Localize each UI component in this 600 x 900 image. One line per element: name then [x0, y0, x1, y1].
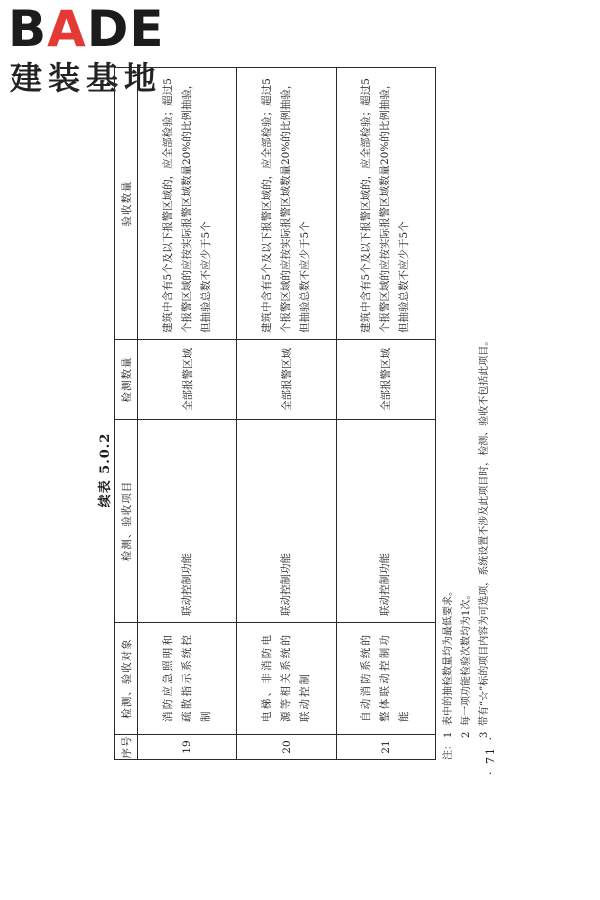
- table-caption: 续表 5.0.2: [98, 432, 113, 508]
- rotated-page: [0, 70, 600, 870]
- note-number: 1: [443, 731, 454, 738]
- cell-item: 联动控制功能: [237, 420, 336, 623]
- table-row: [237, 68, 336, 760]
- note-line: [476, 120, 494, 760]
- logo-brand: [8, 0, 165, 58]
- cell-item: 联动控制功能: [138, 420, 237, 623]
- cell-accept-qty: 建筑中含有5个及以下报警区域的，应全部检验；超过5个报警区域的应按实际报警区域数量20%的比例抽验，但抽验总数不应少于5个: [336, 68, 435, 340]
- cell-test-qty: 全部报警区域: [138, 340, 237, 420]
- note-line: [440, 120, 458, 760]
- table-row: [336, 68, 435, 760]
- page-number: · 71 ·: [484, 735, 497, 775]
- cell-object: 消防应急照明和疏散指示系统控制: [138, 623, 237, 735]
- inspection-table: [114, 67, 436, 760]
- note-text: 表中的抽检数量均为最低要求。: [443, 586, 454, 726]
- cell-item: 联动控制功能: [336, 420, 435, 623]
- cell-no: 21: [336, 735, 435, 760]
- logo-subtitle: 建装基地: [10, 59, 163, 97]
- note-number: 2: [461, 731, 472, 738]
- header-test-qty: 检测数量: [115, 340, 138, 420]
- header-accept-qty: 验收数量: [115, 68, 138, 340]
- cell-no: 20: [237, 735, 336, 760]
- cell-accept-qty: 建筑中含有5个及以下报警区域的，应全部检验；超过5个报警区域的应按实际报警区域数量20%的比例抽验，但抽验总数不应少于5个: [237, 68, 336, 340]
- cell-test-qty: 全部报警区域: [237, 340, 336, 420]
- logo-letter-b: B: [8, 0, 48, 58]
- note-line: [458, 120, 476, 760]
- logo-letter-a: A: [47, 0, 87, 58]
- header-no: 序号: [115, 735, 138, 760]
- note-text: 带有“☆”标的项目内容为可选项，系统设置不涉及此项目时，检测、验收不包括此项目。: [479, 335, 490, 726]
- table-row: [138, 68, 237, 760]
- cell-test-qty: 全部报警区域: [336, 340, 435, 420]
- note-label: 注：: [443, 740, 454, 760]
- cell-accept-qty: 建筑中含有5个及以下报警区域的，应全部检验；超过5个报警区域的应按实际报警区域数量20%的比例抽验，但抽验总数不应少于5个: [138, 68, 237, 340]
- table-notes: [440, 120, 494, 760]
- header-object: 检测、验收对象: [115, 623, 138, 735]
- note-number: 3: [479, 731, 490, 738]
- header-item: 检测、验收项目: [115, 420, 138, 623]
- note-text: 每一项功能检验次数均为1次。: [461, 589, 472, 726]
- table-header-row: [115, 68, 138, 760]
- cell-object: 电梯、非消防电源等相关系统的联动控制: [237, 623, 336, 735]
- logo-letters-de: DE: [86, 0, 165, 58]
- cell-no: 19: [138, 735, 237, 760]
- cell-object: 自动消防系统的整体联动控制功能: [336, 623, 435, 735]
